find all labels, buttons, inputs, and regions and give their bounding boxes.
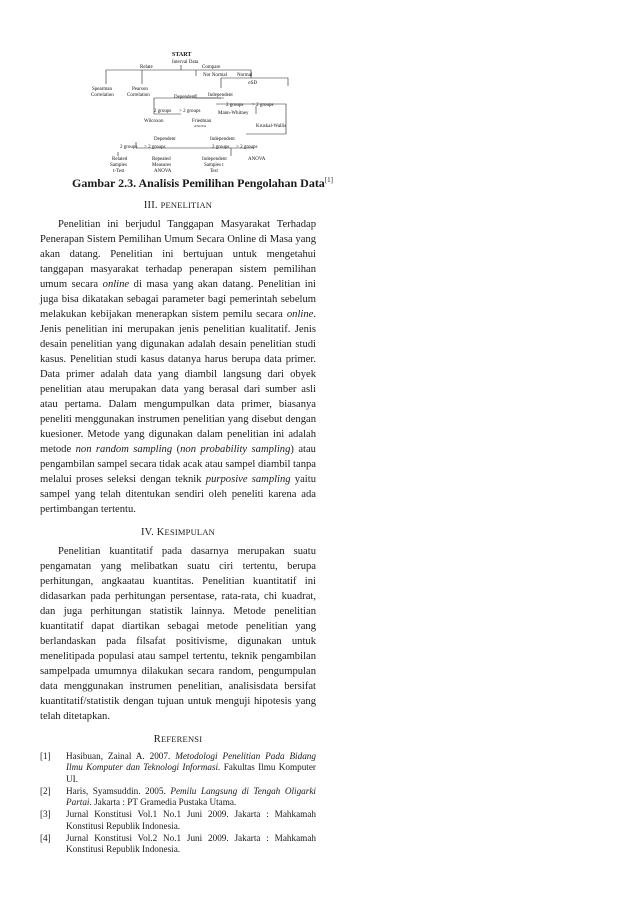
figure-caption xyxy=(72,176,332,191)
node-start: START xyxy=(172,52,192,58)
text-run: yaitu sampel yang telah ditentukan sendiri oleh peneliti karena ada pertimbangan tertentu. xyxy=(40,474,316,515)
section-heading-kesimpulan xyxy=(40,527,316,538)
node-related: Related xyxy=(112,157,128,162)
node-friedman: Friedman xyxy=(192,119,212,124)
node-sd: σSD xyxy=(248,81,258,86)
node-indep-samples: Independent xyxy=(202,157,227,162)
node-more-groups-b: > 2 groups xyxy=(179,109,201,114)
node-normal: Normal xyxy=(237,73,253,78)
text-run: . Jenis penelitian ini merupakan jenis penelitian kualitatif. Jenis desain penelitian yang digunakan adalah desain penelitian studi kasus. Penelitian studi kasus datanya harus berupa data primer. Data primer adalah data yang diambil langsung dari obyek penelitian atau merupakan data yang berasal dari sumber asli atau pertama. Dalam mengumpulkan data primer, biasanya peneliti menggunakan instrumen penelitian yang disebut dengan kuesioner. Metode yang digunakan dalam penelitian ini adalah metode xyxy=(40,309,316,455)
figure-caption-text: Gambar 2.3. Analisis Pemilihan Pengolahan Data xyxy=(72,176,325,190)
italic-run: non random sampling xyxy=(75,444,173,455)
node-relate: Relate xyxy=(140,65,153,70)
reference-number: [3] xyxy=(40,809,51,820)
node-compare: Compare xyxy=(202,65,221,70)
node-two-groups-b: 2 groups xyxy=(154,109,172,114)
reference-text: Jurnal Konstitusi Vol.2 No.1 Juni 2009. Jakarta : Mahkamah Konstitusi Republik Indonesia. xyxy=(66,833,316,855)
node-interval-data: Interval Data xyxy=(172,60,199,65)
node-mann-whitney: Mann-Whitney xyxy=(218,111,249,116)
node-two-groups-c: 2 groups xyxy=(120,145,138,150)
penelitian-paragraph xyxy=(40,217,316,517)
section-title: EFERENSI xyxy=(160,734,203,744)
node-friedman-sub: ANOVA xyxy=(194,124,207,128)
node-independent-a: Independent xyxy=(208,93,233,98)
node-two-groups-d: 2 groups xyxy=(212,145,230,150)
node-pearson: Pearson xyxy=(132,87,148,92)
reference-text: Fakultas Ilmu Komputer UI. xyxy=(66,762,316,784)
node-repeated-2: Measures xyxy=(152,163,172,168)
node-independent-b: Independent xyxy=(210,137,235,142)
text-run: ) atau pengambilan sampel secara tidak acak atau sampel diambil tanpa melalui proses seleksi dengan teknik xyxy=(40,444,316,485)
reference-number: [2] xyxy=(40,785,51,796)
node-kruskal-wallis: Kruskal-Wallis xyxy=(256,124,287,129)
kesimpulan-paragraph: Penelitian kuantitatif pada dasarnya merupakan suatu pengamatan yang melibatkan suatu ciri tertentu, berupa perhitungan, angkaatau kuantitas. Penelitian kuantitatif ini didasarkan pada perhitungan persentase, rata-rata, chi kuadrat, dan juga perhitungan statistik lainnya. Metode penelitian kuantitatif dapat diartikan sebagai metode penelitian yang berlandaskan pada filsafat positivisme, digunakan untuk menelitipada populasi atau sampel tertentu, teknik pengambilan sampelpada umumnya dilakukan secara random, pengumpulan data menggunakan instrumen penelitian, analisisdata bersifat kuantitatif/statistik dengan tujuan untuk menguji hipotesis yang telah ditetapkan. xyxy=(40,546,316,722)
node-pearson-2: Correlation xyxy=(127,93,150,98)
section-heading-penelitian xyxy=(40,200,316,211)
italic-run: online xyxy=(286,309,314,320)
italic-run: purposive sampling xyxy=(205,474,291,485)
reference-text: Jurnal Konstitusi Vol.1 No.1 Juni 2009. Jakarta : Mahkamah Konstitusi Republik Indonesia. xyxy=(66,809,316,831)
node-related-2: Samples xyxy=(110,163,127,168)
reference-number: [1] xyxy=(40,751,51,761)
node-spearman: Spearman xyxy=(92,87,112,92)
node-more-groups-a: > 2 groups xyxy=(252,103,274,108)
figure-caption-ref: [1] xyxy=(324,176,333,184)
section-title: PENELITIAN xyxy=(160,200,213,210)
reference-item xyxy=(40,833,316,856)
section-heading-referensi xyxy=(40,734,316,745)
node-more-groups-d: > 2 groups xyxy=(236,145,258,150)
section-title: ESIMPULAN xyxy=(164,527,215,537)
text-run: ( xyxy=(172,444,181,455)
node-spearman-2: Correlation xyxy=(91,93,114,98)
italic-run: online xyxy=(102,279,130,290)
node-repeated: Repeated xyxy=(152,157,171,162)
node-dependent-b: Dependent xyxy=(154,137,176,142)
reference-item xyxy=(40,751,316,785)
node-indep-samples-2: Samples t xyxy=(204,163,224,168)
node-related-3: t-Test xyxy=(113,169,125,174)
flowchart-figure xyxy=(76,48,320,178)
reference-item xyxy=(40,786,316,809)
flowchart-svg xyxy=(76,48,320,178)
reference-number: [4] xyxy=(40,833,51,844)
text-run: Penelitian ini berjudul Tanggapan Masyarakat Terhadap Penerapan Sistem Pemilihan Umum Secara Online di Masa yang akan datang. Penelitian ini bertujuan untuk mengetahui tanggapan masyarakat terhadap penerapan sistem pemilihan umum secara xyxy=(40,219,316,290)
reference-item xyxy=(40,809,316,832)
node-more-groups-c: > 2 groups xyxy=(144,145,166,150)
node-two-groups-a: 2 groups xyxy=(226,103,244,108)
node-repeated-3: ANOVA xyxy=(154,169,172,174)
node-indep-samples-3: Test xyxy=(210,169,218,174)
reference-title: Pemilu Langsung di Tengah Oligarki Partai xyxy=(66,785,316,808)
node-wilcoxon: Wilcoxon xyxy=(144,119,164,124)
node-not-normal: Not Normal xyxy=(203,73,228,78)
italic-run: non probability sampling xyxy=(180,444,291,455)
node-anova: ANOVA xyxy=(248,157,266,162)
section-number: IV. K xyxy=(140,527,165,538)
section-number: III. xyxy=(143,200,161,211)
node-dependent-a: Dependent xyxy=(174,95,196,100)
reference-title: Metodologi Penelitian Pada Bidang Ilmu Komputer dan Teknologi Informasi. xyxy=(66,751,316,773)
reference-list xyxy=(40,751,316,856)
reference-text: Hasibuan, Zainal A. 2007. xyxy=(66,751,176,761)
section-initial: R xyxy=(153,734,161,745)
text-column xyxy=(40,200,316,857)
reference-text: . Jakarta : PT Gramedia Pustaka Utama. xyxy=(89,797,237,808)
reference-text: Haris, Syamsuddin. 2005. xyxy=(66,785,171,796)
text-run: di masa yang akan datang. Penelitian ini juga bisa dikatakan sebagai parameter bagi pemerintah sebelum melakukan kebijakan menerapkan sistem pemilu secara xyxy=(40,279,316,320)
